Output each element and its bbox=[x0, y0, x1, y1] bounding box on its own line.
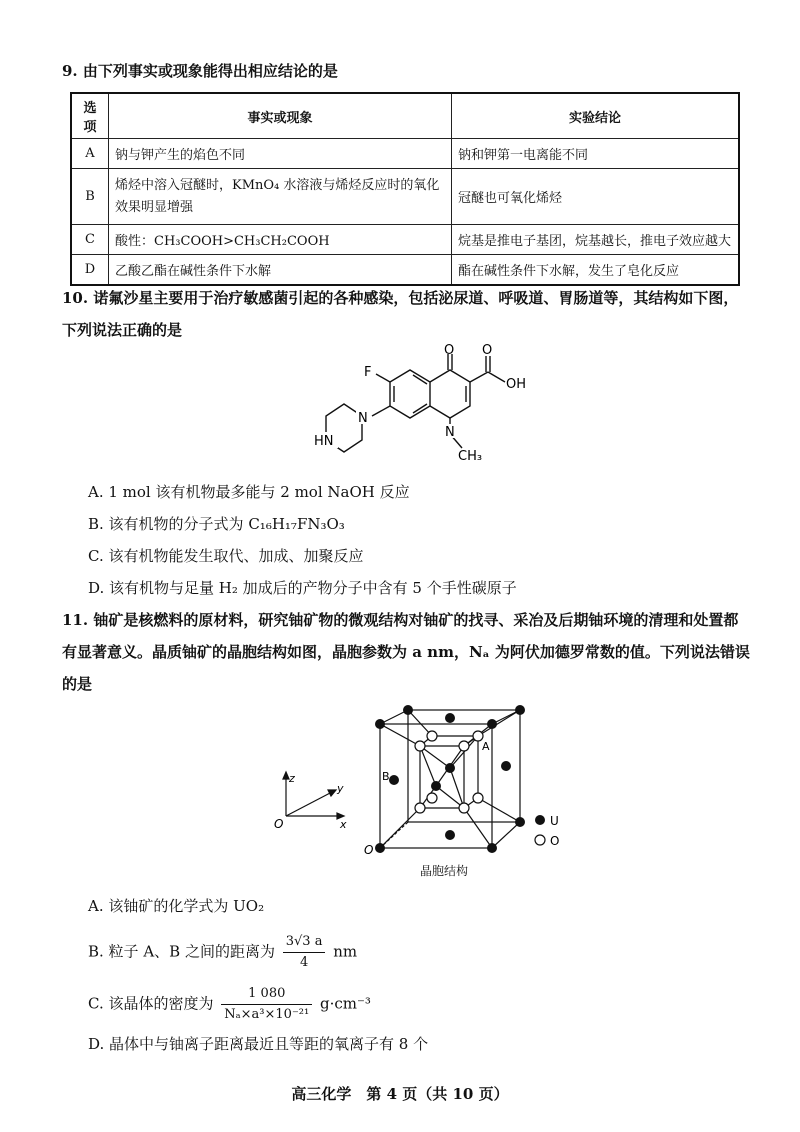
axis-x-label: x bbox=[340, 818, 347, 830]
option-c-fraction bbox=[221, 984, 312, 1025]
fraction-denominator: Nₐ×a³×10⁻²¹ bbox=[224, 1007, 310, 1022]
row-conclusion: 钠和钾第一电离能不同 bbox=[452, 139, 740, 169]
table-row bbox=[71, 139, 739, 169]
row-fact: 钠与钾产生的焰色不同 bbox=[109, 139, 452, 169]
fraction-numerator: 1 080 bbox=[221, 984, 312, 1005]
label-n-ring: N bbox=[445, 425, 455, 440]
option-c-text: C. 该晶体的密度为 bbox=[88, 994, 214, 1013]
option-b-unit: nm bbox=[333, 942, 358, 961]
label-ch3: CH₃ bbox=[458, 449, 483, 464]
label-a: A bbox=[482, 740, 490, 753]
header-option: 选项 bbox=[71, 93, 109, 139]
row-option: B bbox=[71, 169, 109, 225]
legend-u-label: U bbox=[550, 814, 559, 828]
q9-title: 9. 由下列事实或现象能得出相应结论的是 bbox=[62, 62, 338, 80]
q11-option-c bbox=[88, 984, 371, 1025]
q9-table bbox=[70, 92, 740, 286]
row-option: C bbox=[71, 225, 109, 255]
option-b-fraction bbox=[283, 932, 326, 973]
unit-cell-diagram bbox=[360, 698, 530, 858]
table-row bbox=[71, 169, 739, 225]
q11-option-a: A. 该铀矿的化学式为 UO₂ bbox=[88, 897, 265, 915]
legend bbox=[532, 812, 582, 852]
legend-o-marker bbox=[535, 835, 545, 845]
axis-z-label: z bbox=[289, 772, 295, 785]
axis-origin-label: O bbox=[274, 817, 284, 830]
label-hn: HN bbox=[314, 434, 334, 449]
q11-option-d: D. 晶体中与铀离子距离最近且等距的氧离子有 8 个 bbox=[88, 1035, 429, 1053]
option-c-unit: g·cm⁻³ bbox=[320, 994, 371, 1013]
q11-option-b bbox=[88, 932, 357, 973]
fraction-denominator: 4 bbox=[299, 955, 309, 970]
axis-y-label: y bbox=[337, 782, 344, 795]
norfloxacin-structure bbox=[300, 342, 540, 470]
cell-origin-label: O bbox=[364, 843, 374, 857]
label-o: O bbox=[444, 343, 455, 358]
q10-option-a: A. 1 mol 该有机物最多能与 2 mol NaOH 反应 bbox=[88, 483, 410, 501]
header-conclusion: 实验结论 bbox=[452, 93, 740, 139]
q10-stem: 10. 诺氟沙星主要用于治疗敏感菌引起的各种感染，包括泌尿道、呼吸道、胃肠道等，其结构如下图，下列说法正确的是 bbox=[62, 289, 739, 339]
label-o: O bbox=[482, 343, 493, 358]
header-fact: 事实或现象 bbox=[109, 93, 452, 139]
label-f: F bbox=[364, 365, 372, 380]
axes-diagram bbox=[270, 770, 360, 830]
page-footer: 高三化学 第 4 页（共 10 页） bbox=[291, 1085, 509, 1103]
q10-option-b: B. 该有机物的分子式为 C₁₆H₁₇FN₃O₃ bbox=[88, 515, 345, 533]
figure-caption: 晶胞结构 bbox=[420, 864, 469, 878]
table-row bbox=[71, 225, 739, 255]
row-fact: 烯烃中溶入冠醚时，KMnO₄ 水溶液与烯烃反应时的氧化效果明显增强 bbox=[109, 169, 452, 225]
row-option: A bbox=[71, 139, 109, 169]
label-b: B bbox=[382, 770, 390, 783]
q10-option-c: C. 该有机物能发生取代、加成、加聚反应 bbox=[88, 547, 364, 565]
row-option: D bbox=[71, 255, 109, 285]
row-fact: 乙酸乙酯在碱性条件下水解 bbox=[109, 255, 452, 285]
table-row bbox=[71, 255, 739, 285]
row-conclusion: 烷基是推电子基团，烷基越长，推电子效应越大 bbox=[452, 225, 740, 255]
row-conclusion: 酯在碱性条件下水解，发生了皂化反应 bbox=[452, 255, 740, 285]
legend-u-marker bbox=[535, 815, 545, 825]
row-conclusion: 冠醚也可氧化烯烃 bbox=[452, 169, 740, 225]
q10-option-d: D. 该有机物与足量 H₂ 加成后的产物分子中含有 5 个手性碳原子 bbox=[88, 579, 517, 597]
label-n-piperazine: N bbox=[358, 411, 368, 426]
table-header-row bbox=[71, 93, 739, 139]
row-fact: 酸性：CH₃COOH>CH₃CH₂COOH bbox=[109, 225, 452, 255]
fraction-numerator: 3√3 a bbox=[283, 932, 326, 953]
label-oh: OH bbox=[506, 377, 527, 392]
legend-o-label: O bbox=[550, 834, 560, 848]
option-b-text: B. 粒子 A、B 之间的距离为 bbox=[88, 942, 275, 961]
q11-stem: 11. 铀矿是核燃料的原材料，研究铀矿物的微观结构对铀矿的找寻、采冶及后期铀环境的清理和处置都有显著意义。晶质铀矿的晶胞结构如图，晶胞参数为 a nm，Nₐ 为阿伏加德罗常数的值。下列说法错误的是 bbox=[62, 611, 750, 693]
